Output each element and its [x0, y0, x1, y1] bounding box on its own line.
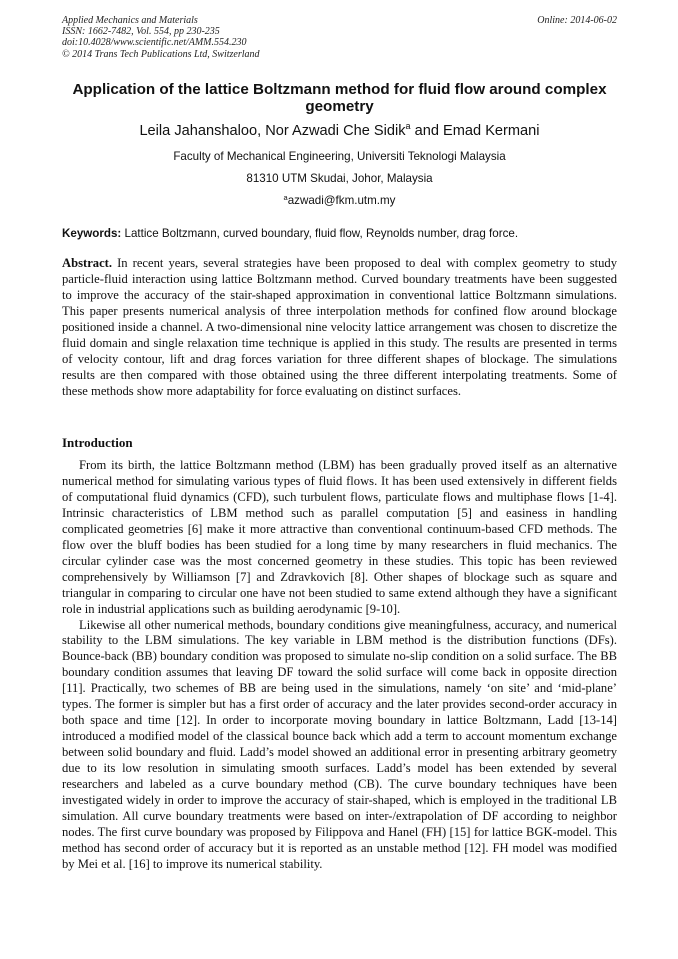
journal-copyright: © 2014 Trans Tech Publications Ltd, Switzerland [62, 48, 260, 60]
online-date: Online: 2014-06-02 [537, 15, 617, 26]
author-name: Nor Azwadi Che Sidik [265, 123, 406, 139]
affiliation-address: 81310 UTM Skudai, Johor, Malaysia [246, 172, 433, 185]
introduction-body [62, 458, 617, 873]
journal-header [62, 15, 617, 60]
email-address: azwadi@fkm.utm.my [287, 194, 396, 207]
section-heading-introduction: Introduction [62, 435, 133, 450]
journal-issn: ISSN: 1662-7482, Vol. 554, pp 230-235 [62, 26, 220, 38]
author-affiliation-mark: a [405, 121, 411, 131]
author-name: Leila Jahanshaloo [139, 123, 258, 139]
author-separator: , [257, 123, 266, 139]
paragraph: Likewise all other numerical methods, boundary conditions give meaningfulness, accuracy, and numerical stability to the LBM simulations. The key variable in LBM method is the distribution functions (DFs). Bounce-back (BB) boundary condition was proposed to simulate no-slip condition on a solid surface. The BB boundary condition assumes that leaving DF toward the solid surface will come back in opposite direction [11]. Practically, two schemes of BB are being used in the simulations, namely ‘on site’ and ‘mid-plane’ types. The former is simpler but has a first order of accuracy and the later provides second-order accuracy in both space and time [12]. In order to incorporate moving boundary in lattice Boltzmann, Ladd [13-14] introduced a modified model of the classical bounce back which add a term to account momentum exchange between solid boundary and fluid. Ladd’s model showed an additional error in presenting arbitrary geometry due to its low resolution in simulating smooth surfaces. Ladd’s model has been extended by several researchers and labeled as a curve boundary method (CB). The curve boundary techniques have been investigated widely in order to improve the accuracy of stair-shaped, which is employed in the traditional LB simulation. All curve boundary treatments were based on inter-/extrapolation of DF according to neighbor nodes. The first curve boundary was proposed by Filippova and Hanel (FH) [15] for lattice BGK-model. This method has second order of accuracy but it is reported as an unstable method [12]. FH model was modified by Mei et al. [16] to improve its numerical stability. [62, 617, 617, 871]
journal-name: Applied Mechanics and Materials [62, 15, 198, 26]
affiliation-institution: Faculty of Mechanical Engineering, Universiti Teknologi Malaysia [173, 150, 506, 163]
journal-doi: doi:10.4028/www.scientific.net/AMM.554.230 [62, 37, 247, 49]
abstract-label: Abstract. [62, 256, 113, 270]
abstract-text: In recent years, several strategies have been proposed to deal with complex geometry to study particle-fluid interaction using lattice Boltzmann method. Curved boundary treatments have been suggested to improve the accuracy of the stair-shaped approximation in conventional lattice Boltzmann simulations. This paper presents numerical analysis of three interpolation methods for confined flow around blockage positioned inside a channel. A two-dimensional nine velocity lattice arrangement was chosen to discretize the fluid domain and single relaxation time technique is applied in this study. The results are presented in terms of velocity contour, lift and drag forces variation for three different shapes of blockage. The simulations results are then compared with those obtained using the three different interpolating treatments. Some of these methods show more adaptability for force evaluating on distinct surfaces. [62, 256, 617, 398]
keywords-label: Keywords: [62, 227, 122, 240]
author-separator: and [410, 123, 444, 139]
email-affiliation-mark: a [283, 193, 288, 202]
author-list [62, 122, 617, 140]
keywords-text: Lattice Boltzmann, curved boundary, fluid flow, Reynolds number, drag force. [121, 227, 519, 240]
abstract [62, 256, 617, 400]
paper-title: Application of the lattice Boltzmann method for fluid flow around complex geometry [72, 81, 607, 115]
paragraph: From its birth, the lattice Boltzmann method (LBM) has been gradually proved itself as an alternative numerical method for simulating various types of fluid flows. It has been used extensively in different fields of computational fluid dynamics (CFD), such turbulent flows, particulate flows and multiphase flows [1-4]. Intrinsic characteristics of LBM method such as parallel computation [5] and easiness in handling complicated geometries [6] make it more attractive than conventional continuum-based CFD methods. The flow over the bluff bodies has been studied for a long time by many researchers in fluid mechanics. The circular cylinder case was the most concerned geometry in these studies. This topic has been reviewed comprehensively by Williamson [7] and Zdravkovich [8]. Other shapes of blockage such as square and triangular in comparing to circular one have not been studied to same extend although they have a significant role in industrial applications such as building aerodynamic [9-10]. [62, 458, 617, 616]
author-email [62, 194, 617, 208]
keywords [62, 227, 617, 241]
author-name: Emad Kermani [443, 123, 540, 139]
